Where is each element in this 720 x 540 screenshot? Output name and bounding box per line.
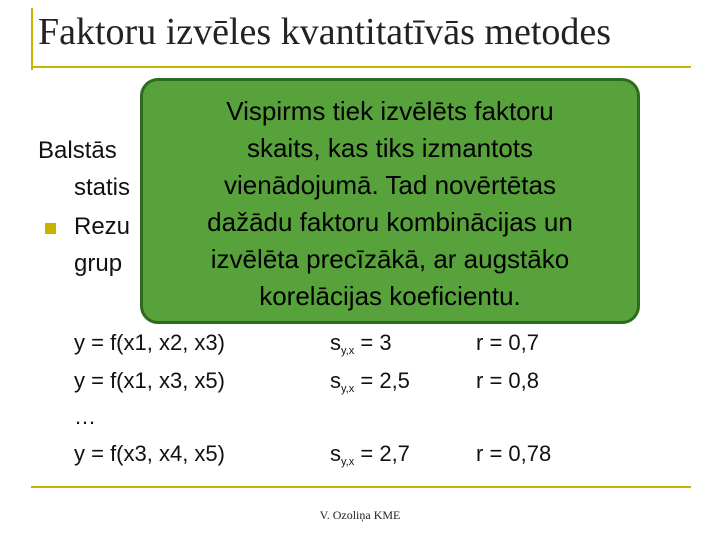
slide-title: Faktoru izvēles kvantitatīvās metodes [38,11,612,53]
model-correlation: r = 0,78 [476,441,552,466]
callout-line: korelācijas koeficientu. [259,281,521,311]
s-value: = 2,5 [360,368,410,393]
callout-line: izvēlēta precīzākā, ar augstāko [210,244,570,274]
model-std-error [330,368,410,395]
model-ellipsis: … [74,404,96,429]
body-text-line-2: statis [74,174,131,201]
bullet-text: Rezu [74,213,131,240]
footer-divider [31,486,691,488]
s-value: = 2,7 [360,441,410,466]
model-std-error [330,330,392,357]
model-equation: y = f(x3, x4, x5) [74,441,225,466]
s-symbol: s [330,441,341,466]
model-equation: y = f(x1, x3, x5) [74,368,225,393]
model-correlation: r = 0,8 [476,368,539,393]
bullet-square-icon [45,223,56,234]
callout-line: Vispirms tiek izvēlēts faktoru [226,96,554,126]
s-subscript: y,x [341,456,355,468]
callout-line: dažādu faktoru kombinācijas un [207,207,573,237]
s-symbol: s [330,330,341,355]
s-subscript: y,x [341,383,355,395]
title-underline [31,66,691,68]
s-subscript: y,x [341,345,355,357]
footer-author: V. Ozoliņa KME [319,508,401,522]
body-text-line-1: Balstās [38,137,117,164]
callout-line: skaits, kas tiks izmantots [246,133,534,163]
s-value: = 3 [360,330,392,355]
model-correlation: r = 0,7 [476,330,539,355]
body-text-line-4: grup [74,250,123,277]
model-std-error [330,441,410,468]
callout-box [140,78,640,324]
title-accent-vertical-line [31,8,33,70]
model-equation: y = f(x1, x2, x3) [74,330,225,355]
callout-line: vienādojumā. Tad novērtētas [224,170,556,200]
s-symbol: s [330,368,341,393]
